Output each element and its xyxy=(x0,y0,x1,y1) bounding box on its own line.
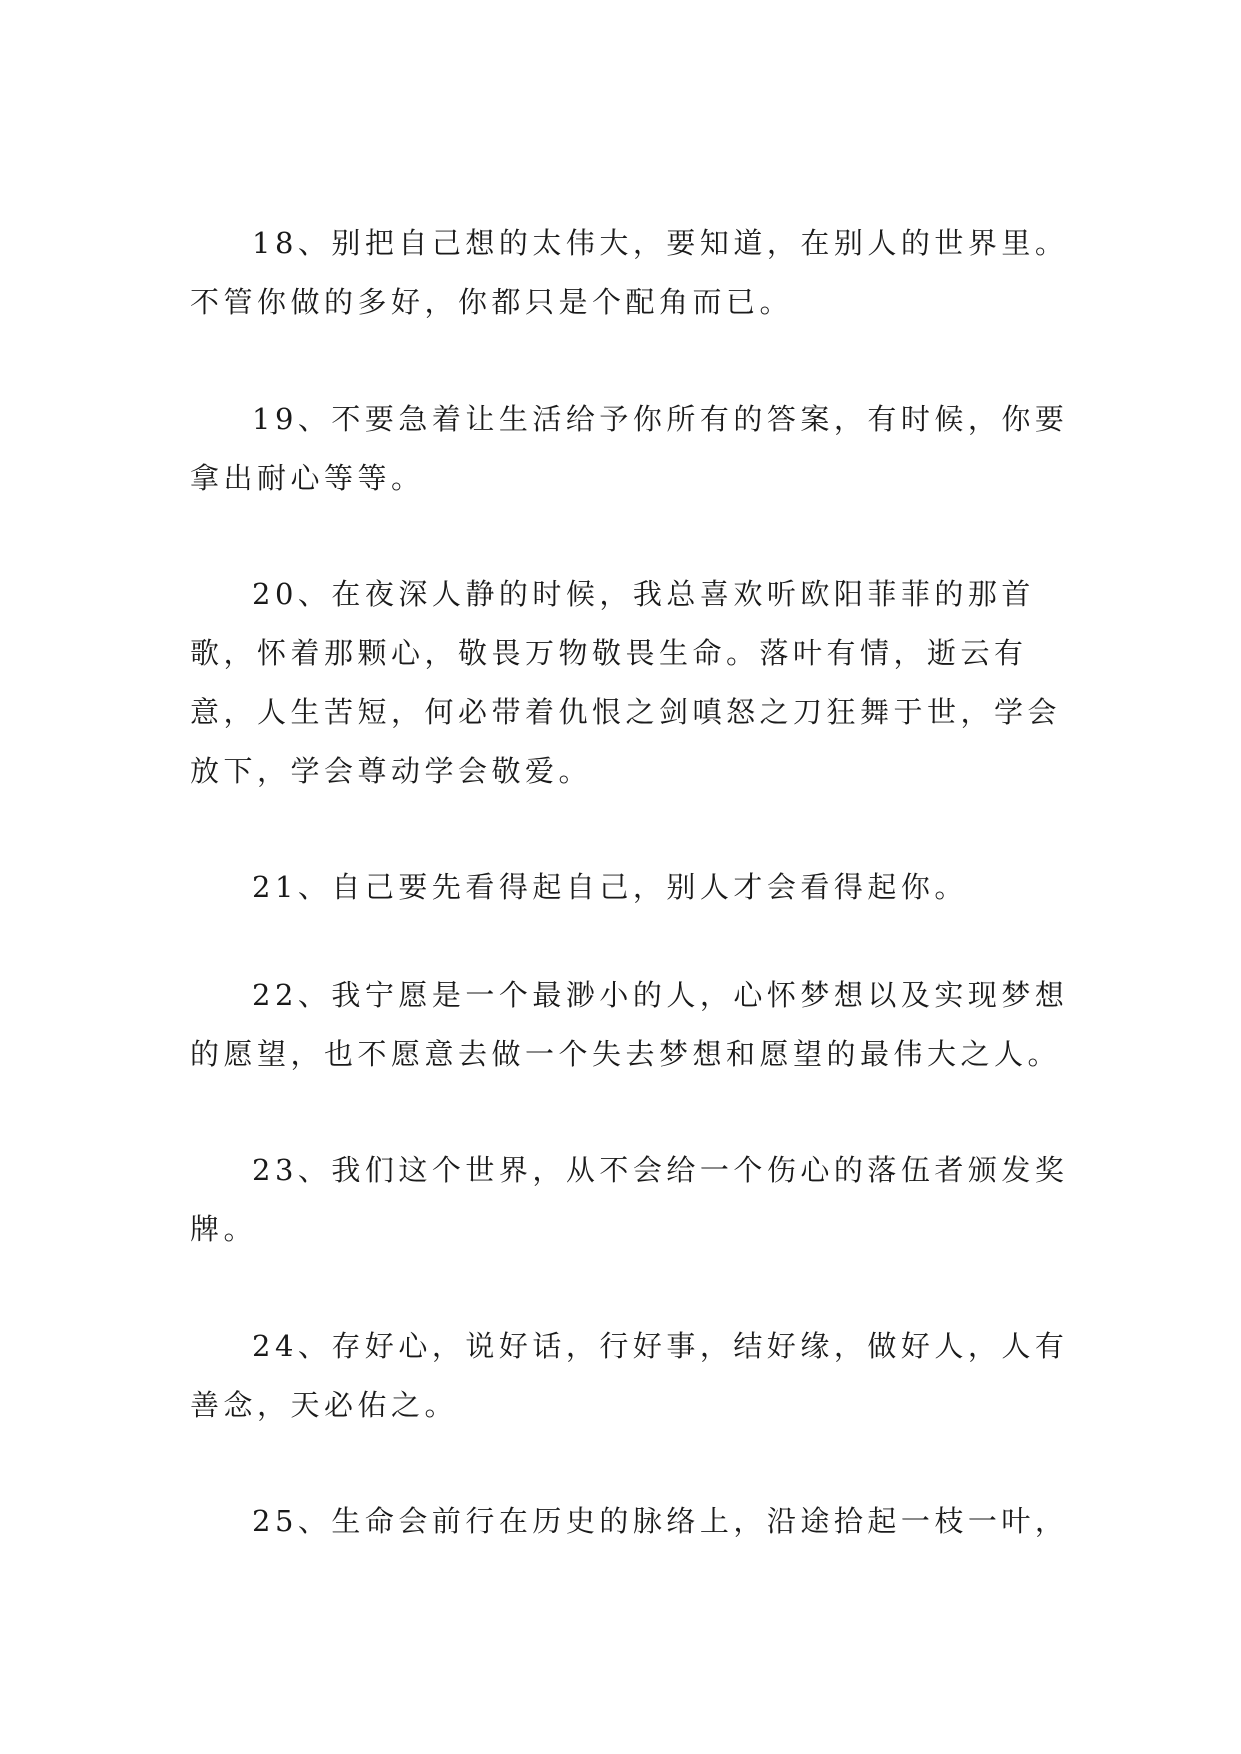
paragraph-25: 25、生命会前行在历史的脉络上，沿途拾起一枝一叶， xyxy=(252,1504,1069,1538)
paragraph-21: 21、自己要先看得起自己，别人才会看得起你。 xyxy=(252,870,968,904)
paragraph-24: 24、存好心，说好话，行好事，结好缘，做好人，人有善念，天必佑之。 xyxy=(190,1329,1069,1422)
paragraph-22: 22、我宁愿是一个最渺小的人，心怀梦想以及实现梦想的愿望，也不愿意去做一个失去梦想和愿望的最伟大之人。 xyxy=(190,978,1069,1071)
paragraph-18: 18、别把自己想的太伟大，要知道，在别人的世界里。不管你做的多好，你都只是个配角而已。 xyxy=(190,226,1069,319)
paragraph-23: 23、我们这个世界，从不会给一个伤心的落伍者颁发奖牌。 xyxy=(190,1153,1069,1246)
paragraph-20: 20、在夜深人静的时候，我总喜欢听欧阳菲菲的那首歌，怀着那颗心，敬畏万物敬畏生命。落叶有情，逝云有意，人生苦短，何必带着仇恨之剑嗔怒之刀狂舞于世，学会放下，学会尊动学会敬爱。 xyxy=(190,577,1062,788)
paragraph-19: 19、不要急着让生活给予你所有的答案，有时候，你要拿出耐心等等。 xyxy=(190,402,1069,495)
